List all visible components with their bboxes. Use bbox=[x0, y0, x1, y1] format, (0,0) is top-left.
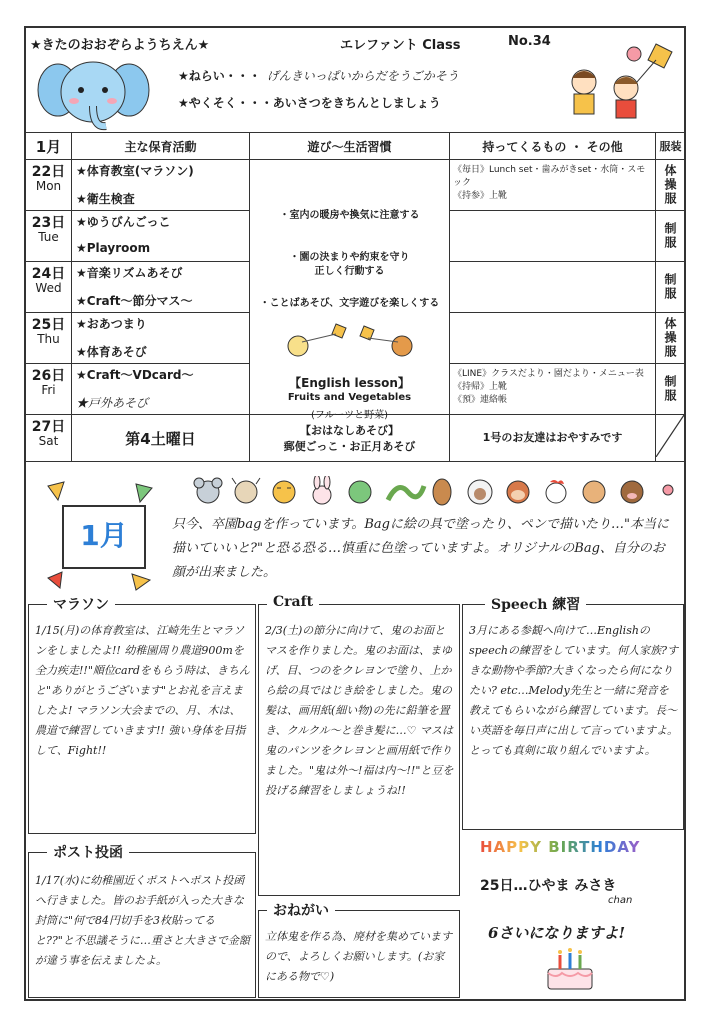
activity-cell bbox=[72, 364, 250, 415]
activity-cell: 第4土曜日 bbox=[72, 415, 250, 462]
issue-number: No.34 bbox=[508, 34, 551, 49]
english-lesson-topic: Fruits and Vegetables bbox=[287, 392, 412, 403]
request-title: おねがい bbox=[267, 900, 335, 920]
flower-icon bbox=[663, 485, 673, 495]
marathon-box bbox=[28, 597, 256, 834]
day-weekday: Mon bbox=[35, 179, 62, 194]
play-item-1: ・室内の暖房や換気に注意する bbox=[279, 210, 420, 221]
play-item-2b: 正しく行動する bbox=[314, 266, 385, 277]
clothes-cell: 制服 bbox=[656, 211, 686, 262]
craft-box bbox=[258, 594, 460, 896]
month-header: 1月 bbox=[26, 133, 72, 160]
speech-body: 3月にある参観へ向けて…Englishのspeechの練習をしています。何人家族?すきな動物や季節?大きくなったら何になりたい? etc…Melody先生と一緒に発音を教えてもらいながら練習しています。長～い英語を毎日声に出して言っていますよ。とっても真剣に取り組んでいますよ。 bbox=[469, 624, 678, 757]
elephant-icon bbox=[36, 56, 151, 132]
play-item-2a: ・園の決まりや約束を守り bbox=[289, 252, 410, 263]
clothes-cell: 体操服 bbox=[656, 160, 686, 211]
zodiac-animals-row bbox=[180, 476, 680, 508]
post-title: ポスト投函 bbox=[47, 842, 129, 862]
activity-cell bbox=[72, 160, 250, 211]
school-name: ★きたのおおぞらようちえん★ bbox=[30, 38, 210, 53]
sheep-icon bbox=[468, 480, 492, 504]
day-date: 23日 bbox=[31, 215, 66, 231]
snake-icon bbox=[388, 486, 424, 500]
speech-title: Speech 練習 bbox=[485, 594, 586, 614]
birthday-age: 6さいになりますよ! bbox=[488, 924, 626, 942]
activity-2: ★Craft～節分マス～ bbox=[76, 294, 193, 308]
birthday-chan: chan bbox=[608, 895, 633, 906]
speech-box bbox=[462, 597, 684, 830]
day-cell bbox=[26, 313, 72, 364]
birthday-name: 25日…ひやま みさき bbox=[480, 878, 617, 894]
monkey-icon bbox=[507, 481, 529, 503]
diagonal-line-icon bbox=[656, 415, 684, 457]
bring-header: 持ってくるもの ・ その他 bbox=[450, 133, 656, 160]
intro-text: 只今、卒園bagを作っています。Bagに絵の具で塗ったり、ペンで描いたり…"本当に描いていいと?"と恐る恐る…慎重に色塗っていますよ。オリジナルのBag、自分のお顔が出来ました。 bbox=[172, 517, 669, 580]
day-weekday: Sat bbox=[38, 434, 59, 449]
day-date: 27日 bbox=[31, 419, 66, 435]
activity-1: ★おあつまり bbox=[76, 317, 147, 331]
rabbit-icon bbox=[313, 476, 331, 504]
table-row bbox=[26, 160, 686, 211]
play-header: 遊び～生活習慣 bbox=[250, 133, 450, 160]
marathon-title: マラソン bbox=[47, 594, 115, 614]
clothes-cell: 制服 bbox=[656, 262, 686, 313]
aim-label: ★ねらい・・・ bbox=[178, 69, 261, 83]
kids-kite-icon bbox=[560, 38, 680, 122]
boar-icon bbox=[621, 481, 643, 503]
english-lesson-title: 【English lesson】 bbox=[289, 376, 410, 390]
activity-cell bbox=[72, 313, 250, 364]
play-item-3: ・ことばあそび、文字遊びを楽しくする bbox=[259, 298, 440, 309]
activity-1: ★体育教室(マラソン) bbox=[76, 164, 194, 178]
tiger-icon bbox=[273, 481, 295, 503]
day-weekday: Wed bbox=[35, 281, 62, 296]
english-lesson-topic-jp: (フルーツと野菜) bbox=[310, 410, 388, 421]
day-date: 26日 bbox=[31, 368, 66, 384]
craft-title: Craft bbox=[267, 594, 319, 610]
mouse-icon bbox=[194, 478, 222, 503]
day-cell bbox=[26, 415, 72, 462]
activity-1: ★音楽リズムあそび bbox=[76, 266, 183, 280]
activity-2: ★体育あそび bbox=[76, 345, 147, 359]
bring-cell bbox=[450, 313, 656, 364]
bring-text: 《毎日》Lunch set・歯みがきset・水筒・スモック 《持参》上靴 bbox=[453, 165, 646, 202]
bring-cell bbox=[450, 262, 656, 313]
bring-cell: 1号のお友達はおやすみです bbox=[450, 415, 656, 462]
day-date: 25日 bbox=[31, 317, 66, 333]
activity-1: ★Craft～VDcard～ bbox=[76, 368, 194, 382]
story-cell bbox=[250, 415, 450, 462]
weekly-schedule-table bbox=[25, 132, 686, 462]
main-activity-header: 主な保育活動 bbox=[72, 133, 250, 160]
cow-icon bbox=[232, 478, 260, 503]
activity-1: ★ゆうびんごっこ bbox=[76, 215, 171, 229]
clothes-header: 服装 bbox=[656, 133, 686, 160]
month-badge: 1月 bbox=[62, 505, 146, 569]
birthday-title-text: HAPPY BIRTHDAY bbox=[480, 838, 641, 856]
table-row bbox=[26, 415, 686, 462]
day-weekday: Fri bbox=[41, 383, 56, 398]
day-weekday: Tue bbox=[38, 230, 59, 245]
bring-cell bbox=[450, 211, 656, 262]
post-body: 1/17(水)に幼稚園近くポストへポスト投函へ行きました。皆のお手紙が入った大きな封筒に"何で84円切手を3枚貼ってると??"と不思議そうに…重さと大きさで金額が違う事を伝えましたよ。 bbox=[35, 874, 250, 967]
day-cell bbox=[26, 262, 72, 313]
clothes-cell-empty bbox=[656, 415, 686, 462]
dragon-icon bbox=[349, 481, 371, 503]
day-date: 24日 bbox=[31, 266, 66, 282]
activity-cell bbox=[72, 262, 250, 313]
bring-text: 《LINE》クラスだより・園だより・メニュー表 《持帰》上靴 《預》連絡帳 bbox=[453, 369, 644, 406]
day-weekday: Thu bbox=[37, 332, 60, 347]
bring-cell bbox=[450, 364, 656, 415]
kite-animals-icon bbox=[280, 320, 420, 360]
clothes-cell: 体操服 bbox=[656, 313, 686, 364]
rooster-icon bbox=[546, 480, 566, 503]
aim-line bbox=[178, 67, 459, 84]
play-column bbox=[250, 160, 450, 421]
clothes-cell: 制服 bbox=[656, 364, 686, 415]
story-title: 【おはなしあそび】 bbox=[300, 424, 399, 437]
day-cell bbox=[26, 364, 72, 415]
bring-cell bbox=[450, 160, 656, 211]
marathon-body: 1/15(月)の体育教室は、江崎先生とマラソンをしましたよ!! 幼稚園周り農道900mを全力疾走!!"順位cardをもらう時は、きちんと"ありがとうございます"とお礼を言えましたよ! マラソン大会までの、月、木は、農道で練習していきます!! 強い身体を目指して、Fight!! bbox=[35, 624, 250, 757]
activity-2: ★衛生検査 bbox=[76, 192, 135, 206]
activity-cell bbox=[72, 211, 250, 262]
story-text: 郵便ごっこ・お正月あそび bbox=[283, 440, 416, 453]
aim-text: げんきいっぱいからだをうごかそう bbox=[266, 69, 459, 83]
day-date: 22日 bbox=[31, 164, 66, 180]
post-box bbox=[28, 845, 256, 998]
birthday-cake-icon bbox=[540, 945, 600, 995]
horse-icon bbox=[433, 479, 451, 505]
activity-2: ★Playroom bbox=[76, 241, 151, 255]
day-cell bbox=[26, 211, 72, 262]
day-cell bbox=[26, 160, 72, 211]
class-name: エレファント Class bbox=[340, 38, 461, 53]
birthday-title bbox=[480, 838, 640, 856]
activity-2: ★戸外あそび bbox=[76, 396, 149, 410]
dog-icon bbox=[583, 481, 605, 503]
schedule-header-row bbox=[26, 133, 686, 160]
request-box bbox=[258, 903, 460, 998]
promise-line: ★やくそく・・・あいさつをきちんとしましょう bbox=[178, 96, 441, 110]
craft-body: 2/3(土)の節分に向けて、鬼のお面とマスを作りました。鬼のお面は、まゆげ、目、つのをクレヨンで塗り、上から絵の具ではじき絵をしました。鬼の髪は、画用紙(細い物)の先に鉛筆を置き、クルクル～と巻き髪に…♡ マスは鬼のパンツをクレヨンと画用紙で作りました。"鬼は外～!福は内～!!"と豆を投げる練習をしましょうね!! bbox=[265, 624, 454, 797]
request-body: 立体鬼を作る為、廃材を集めていますので、よろしくお願いします。(お家にある物で♡) bbox=[265, 930, 452, 983]
